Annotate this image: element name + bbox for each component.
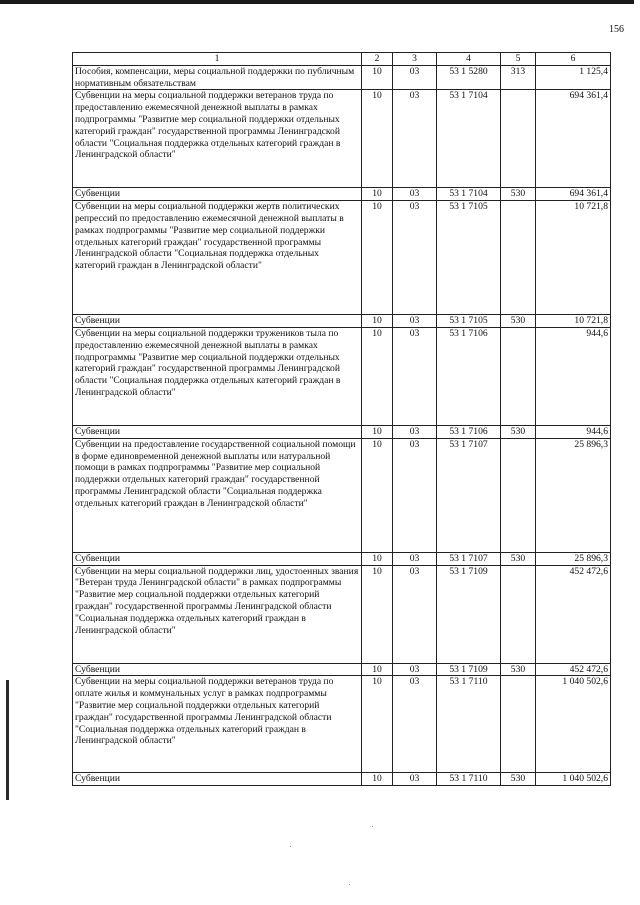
section-code: 10 <box>362 663 393 676</box>
target-code: 53 1 5280 <box>437 65 501 90</box>
budget-table <box>72 52 611 786</box>
expense-type-code <box>501 90 536 188</box>
subsection-code: 03 <box>393 438 437 552</box>
target-code: 53 1 7107 <box>437 552 501 565</box>
amount: 944,6 <box>536 425 611 438</box>
section-code: 10 <box>362 65 393 90</box>
header-col-2: 2 <box>362 53 393 66</box>
table-row <box>73 315 611 328</box>
target-code: 53 1 7104 <box>437 188 501 201</box>
header-col-6: 6 <box>536 53 611 66</box>
subsection-code: 03 <box>393 201 437 315</box>
target-code: 53 1 7105 <box>437 315 501 328</box>
target-code: 53 1 7107 <box>437 438 501 552</box>
scan-speck <box>372 826 373 827</box>
expense-type-code: 530 <box>501 773 536 786</box>
expense-type-code: 313 <box>501 65 536 90</box>
table-row <box>73 188 611 201</box>
amount: 452 472,6 <box>536 663 611 676</box>
section-code: 10 <box>362 188 393 201</box>
table-row <box>73 327 611 425</box>
scan-speck <box>290 846 291 847</box>
section-code: 10 <box>362 90 393 188</box>
section-code: 10 <box>362 201 393 315</box>
amount: 10 721,8 <box>536 201 611 315</box>
subsection-code: 03 <box>393 188 437 201</box>
table-row <box>73 552 611 565</box>
expense-type-code: 530 <box>501 425 536 438</box>
row-name: Субвенции <box>73 773 362 786</box>
target-code: 53 1 7106 <box>437 327 501 425</box>
header-row <box>73 53 611 66</box>
subsection-code: 03 <box>393 552 437 565</box>
row-name: Субвенции <box>73 552 362 565</box>
target-code: 53 1 7109 <box>437 565 501 663</box>
amount: 944,6 <box>536 327 611 425</box>
amount: 1 040 502,6 <box>536 676 611 773</box>
expense-type-code <box>501 201 536 315</box>
section-code: 10 <box>362 438 393 552</box>
amount: 1 125,4 <box>536 65 611 90</box>
amount: 694 361,4 <box>536 188 611 201</box>
row-name: Субвенции на меры социальной поддержки ветеранов труда по оплате жилья и коммунальных услуг в рамках подпрограммы "Развитие мер социальной поддержки отдельных категорий граждан" государственной программы Ленинградской области "Социальная поддержка отдельных категорий граждан в Ленинградской области" <box>73 676 362 773</box>
target-code: 53 1 7110 <box>437 773 501 786</box>
scan-speck <box>349 884 350 885</box>
expense-type-code: 530 <box>501 552 536 565</box>
row-name: Субвенции на меры социальной поддержки тружеников тыла по предоставлению ежемесячной денежной выплаты в рамках подпрограммы "Развитие мер социальной поддержки отдельных категорий граждан" государственной программы Ленинградской области "Социальная поддержка отдельных категорий граждан в Ленинградской области" <box>73 327 362 425</box>
table-row <box>73 663 611 676</box>
row-name: Субвенции на меры социальной поддержки лиц, удостоенных звания "Ветеран труда Ленинградской области" в рамках подпрограммы "Развитие мер социальной поддержки отдельных категорий граждан" государственной программы Ленинградской области "Социальная поддержка отдельных категорий граждан в Ленинградской области" <box>73 565 362 663</box>
table-row <box>73 201 611 315</box>
row-name: Субвенции на меры социальной поддержки ветеранов труда по предоставлению ежемесячной денежной выплаты в рамках подпрограммы "Развитие мер социальной поддержки отдельных категорий граждан" государственной программы Ленинградской области "Социальная поддержка отдельных категорий граждан в Ленинградской области" <box>73 90 362 188</box>
expense-type-code <box>501 327 536 425</box>
section-code: 10 <box>362 327 393 425</box>
table-row <box>73 773 611 786</box>
table-row <box>73 425 611 438</box>
row-name: Субвенции на предоставление государственной социальной помощи в форме единовременной денежной выплаты или натуральной помощи в рамках подпрограммы "Развитие мер социальной поддержки отдельных категорий граждан" государственной программы Ленинградской области "Социальная поддержка отдельных категорий граждан в Ленинградской области" <box>73 438 362 552</box>
row-name: Субвенции на меры социальной поддержки жертв политических репрессий по предоставлению ежемесячной денежной выплаты в рамках подпрограммы "Развитие мер социальной поддержки отдельных категорий граждан" государственной программы Ленинградской области "Социальная поддержка отдельных категорий граждан в Ленинградской области" <box>73 201 362 315</box>
subsection-code: 03 <box>393 315 437 328</box>
amount: 10 721,8 <box>536 315 611 328</box>
target-code: 53 1 7106 <box>437 425 501 438</box>
subsection-code: 03 <box>393 327 437 425</box>
section-code: 10 <box>362 425 393 438</box>
amount: 25 896,3 <box>536 438 611 552</box>
amount: 452 472,6 <box>536 565 611 663</box>
header-col-5: 5 <box>501 53 536 66</box>
subsection-code: 03 <box>393 425 437 438</box>
section-code: 10 <box>362 565 393 663</box>
page-number: 156 <box>609 24 624 35</box>
top-rule <box>0 0 634 4</box>
section-code: 10 <box>362 315 393 328</box>
subsection-code: 03 <box>393 676 437 773</box>
amount: 1 040 502,6 <box>536 773 611 786</box>
table-row <box>73 65 611 90</box>
expense-type-code: 530 <box>501 315 536 328</box>
subsection-code: 03 <box>393 565 437 663</box>
header-col-3: 3 <box>393 53 437 66</box>
row-name: Пособия, компенсации, меры социальной поддержки по публичным нормативным обязательствам <box>73 65 362 90</box>
table-row <box>73 90 611 188</box>
table-row <box>73 565 611 663</box>
target-code: 53 1 7105 <box>437 201 501 315</box>
target-code: 53 1 7109 <box>437 663 501 676</box>
subsection-code: 03 <box>393 663 437 676</box>
expense-type-code: 530 <box>501 663 536 676</box>
amount: 694 361,4 <box>536 90 611 188</box>
expense-type-code <box>501 676 536 773</box>
header-col-4: 4 <box>437 53 501 66</box>
target-code: 53 1 7104 <box>437 90 501 188</box>
subsection-code: 03 <box>393 90 437 188</box>
amount: 25 896,3 <box>536 552 611 565</box>
row-name: Субвенции <box>73 315 362 328</box>
binding-mark <box>6 680 9 800</box>
subsection-code: 03 <box>393 65 437 90</box>
target-code: 53 1 7110 <box>437 676 501 773</box>
header-col-1: 1 <box>73 53 362 66</box>
expense-type-code: 530 <box>501 188 536 201</box>
table-row <box>73 438 611 552</box>
row-name: Субвенции <box>73 425 362 438</box>
subsection-code: 03 <box>393 773 437 786</box>
expense-type-code <box>501 565 536 663</box>
row-name: Субвенции <box>73 188 362 201</box>
section-code: 10 <box>362 552 393 565</box>
expense-type-code <box>501 438 536 552</box>
table-row <box>73 676 611 773</box>
section-code: 10 <box>362 773 393 786</box>
section-code: 10 <box>362 676 393 773</box>
row-name: Субвенции <box>73 663 362 676</box>
